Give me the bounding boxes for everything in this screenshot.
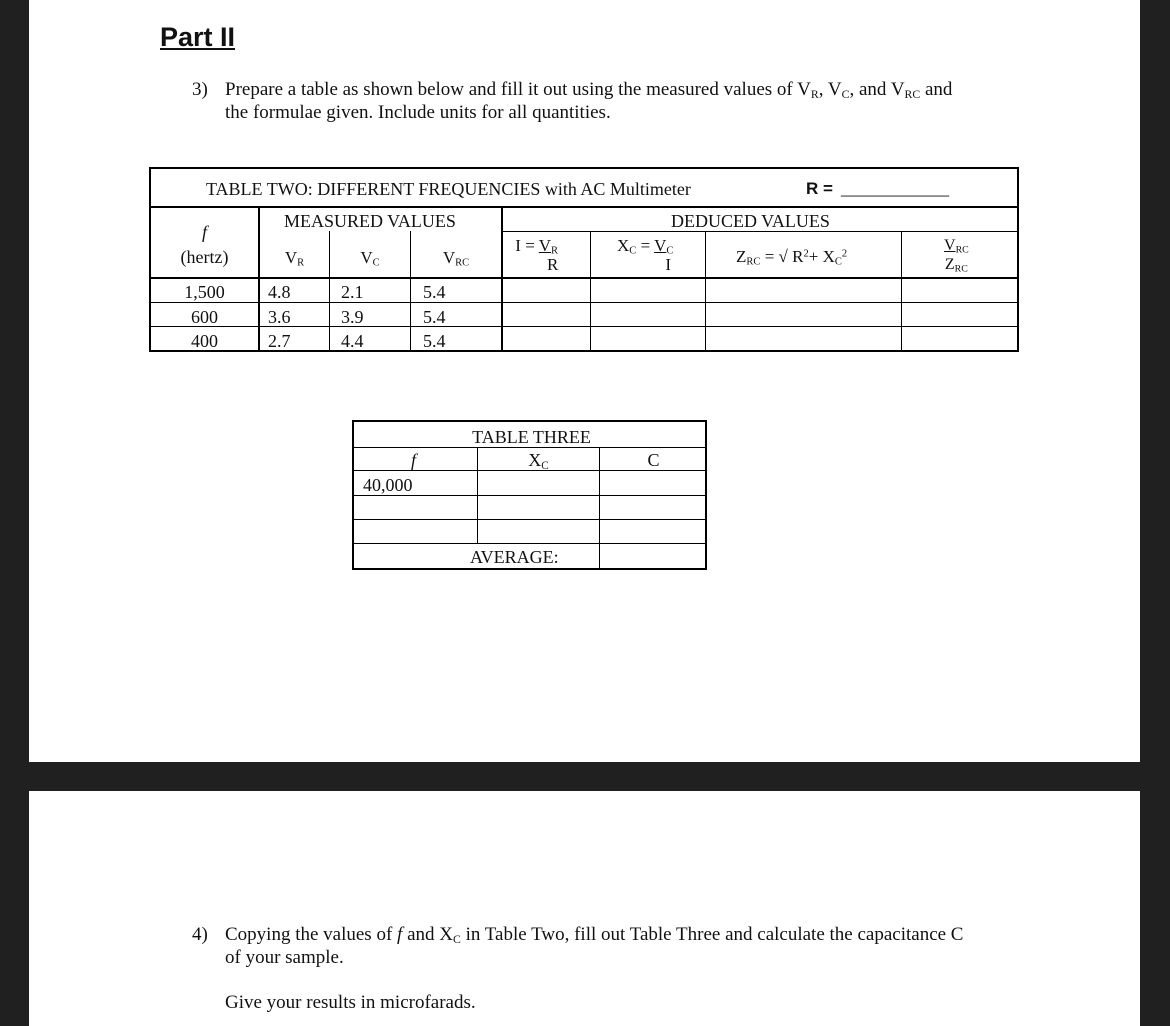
table-three-col-reactance: $X_C$ xyxy=(528,450,549,472)
col-header-ratio-formula: $V_{RC}$ $Z_{RC}$ xyxy=(944,237,969,275)
row-2-frequency: 600 xyxy=(191,307,218,327)
row-2-vrc: 5.4 xyxy=(423,307,446,327)
part-title: Part II xyxy=(160,22,236,52)
table-three-first-frequency: 40,000 xyxy=(363,475,413,495)
frequency-symbol: f xyxy=(201,222,207,242)
row-2-vc: 3.9 xyxy=(341,307,364,327)
row-1-vrc: 5.4 xyxy=(423,282,446,302)
resistance-label: R = xyxy=(806,179,833,198)
table-three-average-label: AVERAGE: xyxy=(470,547,559,567)
question-4-number: 4) xyxy=(192,924,208,945)
question-4-line-2: of your sample. xyxy=(225,947,344,968)
col-header-impedance-formula: $Z_{RC}$ = √ $R^2+ X_C^2$ xyxy=(736,247,848,268)
table-three xyxy=(352,420,707,570)
question-3-number: 3) xyxy=(192,79,208,100)
col-header-current-formula: $I = V_R$ R xyxy=(515,236,559,274)
table-two-title: TABLE TWO: DIFFERENT FREQUENCIES with AC Multimeter xyxy=(206,179,691,199)
table-three-title: TABLE THREE xyxy=(472,427,591,447)
measured-values-header: MEASURED VALUES xyxy=(284,211,456,231)
resistance-blank: ____________ xyxy=(841,178,949,198)
table-two xyxy=(149,167,1019,352)
document-page-1 xyxy=(29,0,1140,762)
frequency-unit: (hertz) xyxy=(180,247,229,267)
row-3-vrc: 5.4 xyxy=(423,331,446,351)
row-3-frequency: 400 xyxy=(191,331,218,351)
table-three-col-capacitance: C xyxy=(647,450,660,470)
row-3-vr: 2.7 xyxy=(268,331,291,351)
row-2-vr: 3.6 xyxy=(268,307,291,327)
question-4-line-1: Copying the values of f and $X_C$ in Table Two, fill out Table Three and calculate the capacitance C xyxy=(225,924,964,946)
deduced-values-header: DEDUCED VALUES xyxy=(671,211,830,231)
row-1-frequency: 1,500 xyxy=(184,282,225,302)
document-page-2 xyxy=(29,791,1140,1026)
col-header-vc: $V_C$ xyxy=(360,248,380,269)
question-3-line-1: Prepare a table as shown below and fill it out using the measured values of $V_R$, $V_C$, and $V_{RC}$ and xyxy=(225,79,953,101)
row-1-vr: 4.8 xyxy=(268,282,291,302)
question-4-line-3: Give your results in microfarads. xyxy=(225,992,476,1013)
question-3-line-2: the formulae given. Include units for all quantities. xyxy=(225,102,611,123)
table-three-col-frequency: f xyxy=(411,450,417,470)
col-header-reactance-formula: $X_C = V_C$ I xyxy=(617,236,674,274)
col-header-vrc: $V_{RC}$ xyxy=(442,248,470,269)
row-3-vc: 4.4 xyxy=(341,331,364,351)
col-header-vr: $V_R$ xyxy=(284,248,305,269)
row-1-vc: 2.1 xyxy=(341,282,364,302)
